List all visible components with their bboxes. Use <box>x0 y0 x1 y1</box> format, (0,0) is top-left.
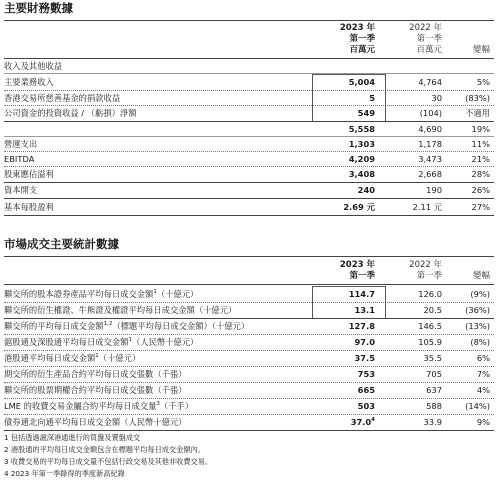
row-rule <box>4 318 494 319</box>
col-header-change: 變幅 <box>472 271 490 281</box>
value-2023: 37.5 <box>354 353 375 363</box>
value-2022: 2.11 元 <box>412 202 442 212</box>
row-label: LME 的收費交易金屬合約平均每日成交量$^3$（千手） <box>4 401 194 411</box>
value-2023: 5 <box>369 93 375 103</box>
value-change: 9% <box>476 417 490 427</box>
value-change: 27% <box>471 202 490 212</box>
col-header-2022-year: 2022 年 <box>409 23 442 33</box>
row-rule <box>4 136 494 137</box>
value-2022: (104) <box>419 108 442 118</box>
value-2023: 114.7 <box>348 289 375 299</box>
value-2023: 753 <box>357 369 375 379</box>
row-label: 股東應佔溢利 <box>4 169 54 179</box>
row-label: 債券通北向通平均每日成交金額（人民幣十億元） <box>4 417 187 427</box>
value-change: 21% <box>471 154 490 164</box>
value-2023: 127.8 <box>348 321 375 331</box>
col-header-2023-quarter: 第一季 <box>349 34 375 44</box>
row-label: 基本每股盈利 <box>4 202 54 212</box>
col-header-2023-quarter: 第一季 <box>349 271 375 281</box>
value-2022: 4,764 <box>418 77 442 87</box>
row-rule <box>4 90 494 91</box>
row-rule <box>4 334 494 335</box>
col-header-2022-quarter: 第一季 <box>416 34 442 44</box>
col-header-2023-year: 2023 年 <box>339 23 375 33</box>
row-rule <box>4 302 494 303</box>
value-change: 4% <box>476 385 490 395</box>
col-header-2022-quarter: 第一季 <box>416 271 442 281</box>
value-change: (83%) <box>465 93 490 103</box>
row-rule <box>4 414 494 415</box>
row-label: 期交所的衍生產品合約平均每日成交張數（千張） <box>4 369 187 379</box>
market-stats-title: 市場成交主要統計數據 <box>4 237 119 251</box>
value-2022: 126.0 <box>418 289 442 299</box>
value-2022: 146.5 <box>418 321 442 331</box>
value-change: (14%) <box>465 401 490 411</box>
value-2022: 588 <box>426 401 442 411</box>
value-change: (13%) <box>465 321 490 331</box>
col-header-2023-year: 2023 年 <box>339 260 375 270</box>
row-label: 滬股通及深股通平均每日成交金額$^1$（人民幣十億元） <box>4 337 199 347</box>
row-label: 香港交易所慈善基金的捐款收益 <box>4 93 121 103</box>
value-2023: 665 <box>357 385 375 395</box>
col-header-2022-year: 2022 年 <box>409 260 442 270</box>
value-change: 11% <box>471 139 490 149</box>
value-change: (9%) <box>470 289 490 299</box>
row-rule <box>4 182 494 183</box>
value-2023: 4,209 <box>348 154 375 164</box>
row-label: 營運支出 <box>4 139 38 149</box>
value-change: 26% <box>471 185 490 195</box>
row-rule <box>4 166 494 167</box>
value-2022: 3,473 <box>418 154 442 164</box>
title-rule <box>4 20 494 21</box>
section-rule <box>4 73 494 74</box>
financial-table-title: 主要財務數據 <box>4 1 73 15</box>
col-header-2023-unit: 百萬元 <box>349 45 375 55</box>
value-2023: 37.0$^4$ <box>350 417 375 427</box>
footnote: 2 港股通的平均每日成交金額包含在標題平均每日成交金額內。 <box>4 445 205 454</box>
value-change: 6% <box>476 353 490 363</box>
table-bottom-rule <box>4 215 494 216</box>
value-2023: 2.69 元 <box>343 202 375 212</box>
row-rule <box>4 105 494 106</box>
value-2023: 97.0 <box>354 337 375 347</box>
col-header-change: 變幅 <box>472 45 490 55</box>
value-2022: 637 <box>426 385 442 395</box>
row-label: 港股通平均每日成交金額$^1$（十億元） <box>4 353 141 363</box>
row-label: 聯交所的股票期權合約平均每日成交張數（千張） <box>4 385 187 395</box>
value-2022: 1,178 <box>418 139 442 149</box>
title-rule <box>4 256 494 257</box>
value-2022: 20.5 <box>423 305 442 315</box>
row-label: 聯交所的平均每日成交金額$^{1,2}$（標題平均每日成交金額）（十億元） <box>4 321 250 331</box>
row-rule <box>4 382 494 383</box>
header-rule <box>4 58 494 59</box>
footnote: 1 包括透過滬深港通進行的買盤及賣盤成交 <box>4 433 141 442</box>
value-2022: 105.9 <box>418 337 442 347</box>
section-label-revenue: 收入及其他收益 <box>4 61 63 71</box>
value-2022: 705 <box>426 369 442 379</box>
value-2022: 35.5 <box>423 353 442 363</box>
value-2023: 240 <box>357 185 375 195</box>
value-change: 28% <box>471 169 490 179</box>
value-change: 不適用 <box>465 108 490 118</box>
value-2023: 1,303 <box>348 139 375 149</box>
row-label: 聯交所的衍生權證、牛熊證及權證平均每日成交金額（十億元） <box>4 305 237 315</box>
subtotal-2022: 4,690 <box>418 124 442 134</box>
footnote: 3 收費交易的平均每日成交量不包括行政交易及其他非收費交易。 <box>4 457 213 466</box>
row-rule <box>4 151 494 152</box>
footnote: 4 2023 年第一季錄得的季度新高紀錄 <box>4 469 125 478</box>
value-2023: 503 <box>357 401 375 411</box>
value-2023: 549 <box>357 108 375 118</box>
col-header-2022-unit: 百萬元 <box>416 45 442 55</box>
value-2022: 190 <box>426 185 442 195</box>
value-change: 5% <box>476 77 490 87</box>
row-rule <box>4 198 494 199</box>
header-rule <box>4 284 494 285</box>
value-2022: 33.9 <box>423 417 442 427</box>
value-change: 7% <box>476 369 490 379</box>
row-rule <box>4 366 494 367</box>
value-2022: 2,668 <box>418 169 442 179</box>
value-2022: 30 <box>431 93 442 103</box>
subtotal-rule <box>4 121 494 122</box>
row-label: EBITDA <box>4 154 35 164</box>
value-2023: 3,408 <box>348 169 375 179</box>
value-change: (8%) <box>470 337 490 347</box>
value-change: (36%) <box>465 305 490 315</box>
row-label: 聯交所的股本證券產品平均每日成交金額$^1$（十億元） <box>4 289 199 299</box>
value-2023: 5,004 <box>348 77 375 87</box>
subtotal-change: 19% <box>471 124 490 134</box>
table-bottom-rule <box>4 430 494 431</box>
row-label: 資本開支 <box>4 185 38 195</box>
row-label: 主要業務收入 <box>4 77 54 87</box>
row-label: 公司資金的投資收益 / （虧損）淨額 <box>4 108 137 118</box>
row-rule <box>4 398 494 399</box>
value-2023: 13.1 <box>354 305 375 315</box>
row-rule <box>4 350 494 351</box>
subtotal-2023: 5,558 <box>348 124 375 134</box>
